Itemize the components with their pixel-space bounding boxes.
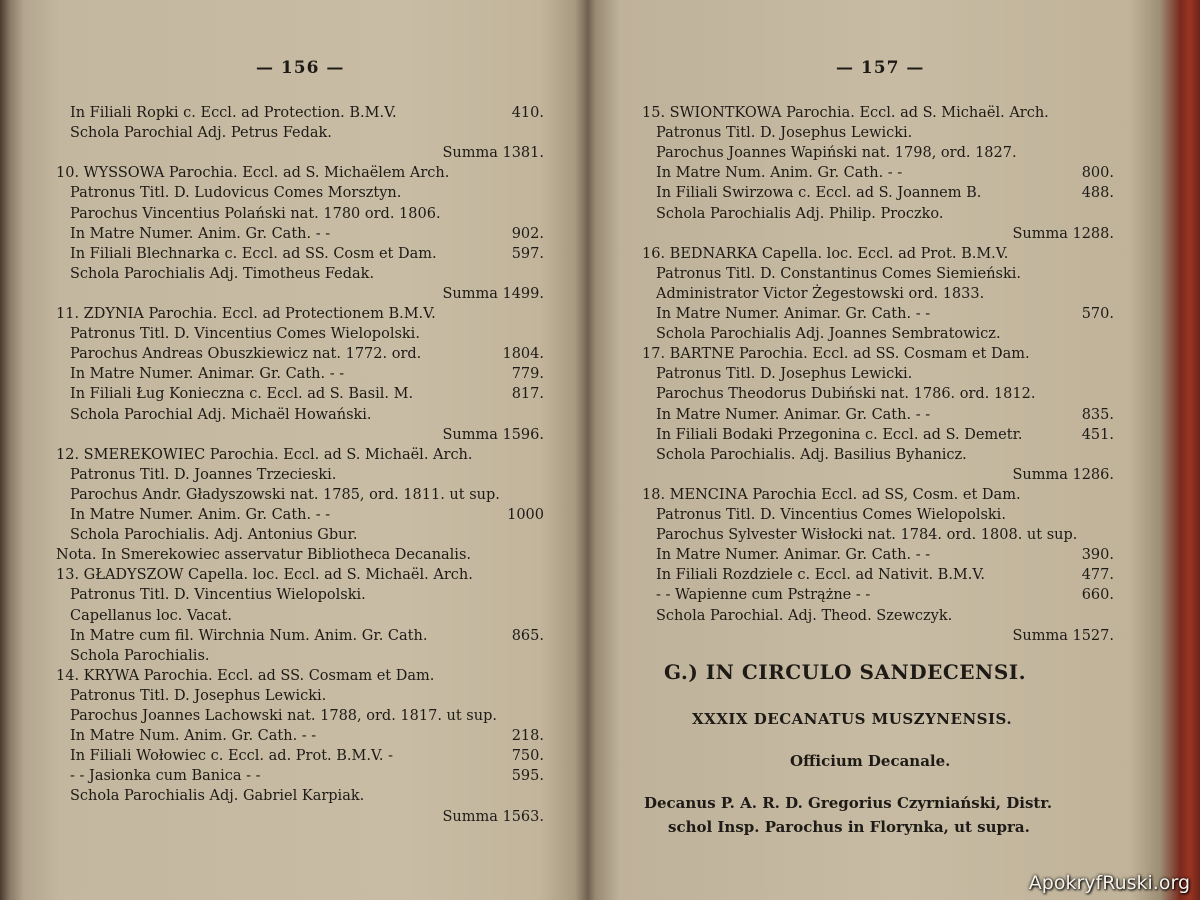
text-line: Administrator Victor Żegestowski ord. 1833. [656, 285, 985, 302]
summa-total: Summa 1288. [1012, 225, 1114, 242]
text-line: 18. MENCINA Parochia Eccl. ad SS, Cosm. et Dam. [642, 486, 1021, 503]
text-line: - - Wapienne cum Pstrążne - - [656, 587, 871, 604]
text-line: In Filiali Blechnarka c. Eccl. ad SS. Cosm et Dam. [70, 245, 437, 262]
text-line: 11. ZDYNIA Parochia. Eccl. ad Protectionem B.M.V. [56, 306, 436, 322]
text-line: Parochus Vincentius Polański nat. 1780 ord. 1806. [70, 205, 441, 222]
deanery-heading: XXXIX DECANATUS MUSZYNENSIS. [692, 710, 1013, 728]
summa-total: Summa 1499. [442, 285, 544, 302]
summa-total: Summa 1381. [442, 145, 544, 162]
population-value: 1804. [502, 346, 544, 363]
text-line: In Filiali Rozdziele c. Eccl. ad Nativit. B.M.V. [656, 567, 985, 584]
population-value: 488. [1081, 185, 1114, 202]
text-line: Parochus Joannes Wapiński nat. 1798, ord. 1827. [656, 145, 1017, 162]
decanus-line-2: schol Insp. Parochus in Florynka, ut supra. [668, 818, 1030, 836]
population-value: 451. [1081, 426, 1114, 443]
population-value: 902. [511, 225, 544, 242]
text-line: Patronus Titl. D. Ludovicus Comes Morsztyn. [70, 185, 402, 202]
text-line: Patronus Titl. D. Josephus Lewicki. [656, 125, 913, 142]
text-line: In Filiali Wołowiec c. Eccl. ad. Prot. B.M.V. - [70, 748, 394, 765]
population-value: 218. [511, 728, 544, 745]
right-page [604, 0, 1164, 900]
population-value: 410. [511, 105, 544, 121]
population-value: 477. [1081, 567, 1114, 584]
population-value: 597. [511, 245, 544, 262]
text-line: In Filiali Ropki c. Eccl. ad Protection. B.M.V. [70, 105, 397, 121]
text-line: 17. BARTNE Parochia. Eccl. ad SS. Cosmam et Dam. [642, 346, 1030, 363]
population-value: 1000 [507, 507, 544, 523]
population-value: 390. [1081, 547, 1114, 564]
summa-total: Summa 1596. [442, 426, 544, 443]
summa-total: Summa 1527. [1012, 627, 1114, 644]
text-line: Schola Parochialis. Adj. Antonius Gbur. [70, 527, 358, 544]
text-line: In Matre Numer. Animar. Gr. Cath. - - [656, 406, 931, 423]
population-value: 660. [1081, 587, 1114, 604]
text-line: In Matre cum fil. Wirchnia Num. Anim. Gr. Cath. [70, 627, 428, 644]
text-line: Parochus Joannes Lachowski nat. 1788, ord. 1817. ut sup. [70, 708, 497, 724]
text-line: Capellanus loc. Vacat. [70, 607, 232, 624]
text-line: Schola Parochial. Adj. Theod. Szewczyk. [656, 607, 953, 624]
population-value: 595. [511, 768, 544, 785]
page-number-right: — 157 — [836, 58, 925, 78]
population-value: 817. [511, 386, 544, 403]
text-line: Patronus Titl. D. Vincentius Comes Wielopolski. [70, 326, 420, 343]
population-value: 779. [511, 366, 544, 383]
text-line: Schola Parochialis. Adj. Basilius Byhanicz. [656, 446, 967, 463]
text-line: Patronus Titl. D. Joannes Trzecieski. [70, 466, 337, 483]
circle-heading: G.) IN CIRCULO SANDECENSI. [664, 660, 1027, 684]
text-line: Patronus Titl. D. Constantinus Comes Siemieński. [656, 265, 1022, 282]
text-line: Patronus Titl. D. Josephus Lewicki. [656, 366, 913, 383]
text-line: 15. SWIONTKOWA Parochia. Eccl. ad S. Michaël. Arch. [642, 105, 1049, 121]
watermark-text: ApokryfRuski.org [1028, 872, 1190, 894]
text-line: - - Jasionka cum Banica - - [70, 768, 261, 785]
text-line: In Matre Numer. Animar. Gr. Cath. - - [656, 547, 931, 564]
text-line: In Filiali Swirzowa c. Eccl. ad S. Joannem B. [656, 185, 982, 202]
summa-total: Summa 1286. [1012, 466, 1114, 483]
text-line: 16. BEDNARKA Capella. loc. Eccl. ad Prot. B.M.V. [642, 245, 1009, 262]
population-value: 570. [1081, 306, 1114, 322]
text-line: Schola Parochial Adj. Petrus Fedak. [70, 125, 332, 142]
text-line: In Matre Num. Anim. Gr. Cath. - - [70, 728, 317, 745]
left-page [24, 0, 580, 900]
text-line: Schola Parochial Adj. Michaël Howański. [70, 406, 372, 423]
text-line: Schola Parochialis. [70, 647, 210, 664]
text-line: Parochus Theodorus Dubiński nat. 1786. ord. 1812. [656, 386, 1036, 403]
text-line: 14. KRYWA Parochia. Eccl. ad SS. Cosmam et Dam. [56, 667, 435, 684]
text-line: In Matre Numer. Anim. Gr. Cath. - - [70, 225, 331, 242]
population-value: 835. [1081, 406, 1114, 423]
summa-total: Summa 1563. [442, 808, 544, 825]
office-heading: Officium Decanale. [790, 752, 951, 770]
text-line: 13. GŁADYSZOW Capella. loc. Eccl. ad S. Michaël. Arch. [56, 567, 473, 584]
population-value: 800. [1081, 165, 1114, 182]
text-line: In Filiali Ług Konieczna c. Eccl. ad S. Basil. M. [70, 386, 414, 403]
text-line: In Matre Numer. Animar. Gr. Cath. - - [70, 366, 345, 383]
text-line: Schola Parochialis Adj. Philip. Proczko. [656, 205, 944, 222]
text-line: Nota. In Smerekowiec asservatur Bibliotheca Decanalis. [56, 547, 471, 564]
text-line: In Matre Numer. Anim. Gr. Cath. - - [70, 507, 331, 523]
text-line: Parochus Andreas Obuszkiewicz nat. 1772. ord. [70, 346, 422, 363]
text-line: Parochus Sylvester Wisłocki nat. 1784. ord. 1808. ut sup. [656, 527, 1078, 544]
text-line: Schola Parochialis Adj. Joannes Sembratowicz. [656, 326, 1001, 343]
text-line: Schola Parochialis Adj. Gabriel Karpiak. [70, 788, 365, 805]
text-line: 10. WYSSOWA Parochia. Eccl. ad S. Michaëlem Arch. [56, 165, 450, 182]
text-line: In Filiali Bodaki Przegonina c. Eccl. ad S. Demetr. [656, 426, 1023, 443]
text-line: Schola Parochialis Adj. Timotheus Fedak. [70, 265, 375, 282]
text-line: Patronus Titl. D. Vincentius Wielopolski. [70, 587, 366, 604]
text-line: Parochus Andr. Gładyszowski nat. 1785, ord. 1811. ut sup. [70, 486, 500, 503]
text-line: Patronus Titl. D. Josephus Lewicki. [70, 687, 327, 704]
population-value: 865. [511, 627, 544, 644]
text-line: 12. SMEREKOWIEC Parochia. Eccl. ad S. Michaël. Arch. [56, 446, 473, 463]
text-line: In Matre Num. Anim. Gr. Cath. - - [656, 165, 903, 182]
population-value: 750. [511, 748, 544, 765]
page-number-left: — 156 — [256, 58, 345, 78]
text-line: Patronus Titl. D. Vincentius Comes Wielopolski. [656, 507, 1006, 523]
decanus-line-1: Decanus P. A. R. D. Gregorius Czyrniański, Distr. [644, 794, 1053, 812]
text-line: In Matre Numer. Animar. Gr. Cath. - - [656, 306, 931, 322]
